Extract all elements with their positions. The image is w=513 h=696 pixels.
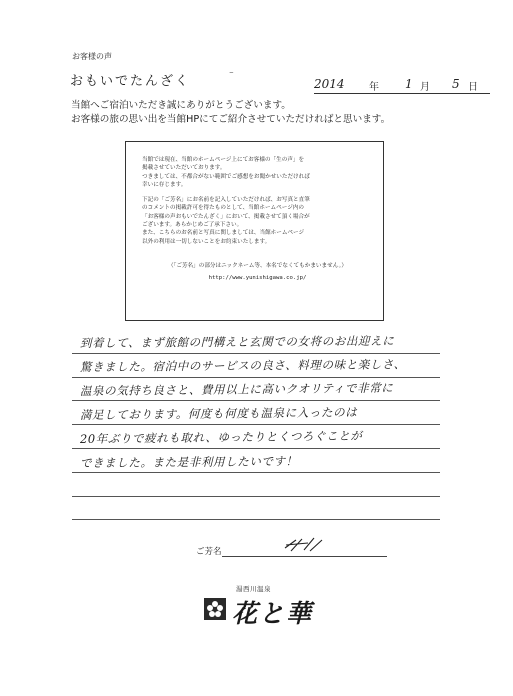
logo-subtitle: 湯西川温泉 bbox=[236, 585, 271, 593]
writing-rule bbox=[72, 377, 440, 378]
flower-logo-icon bbox=[204, 598, 226, 620]
notice-line: つきましては、不都合がない範囲でご感想をお聞かせいただければ bbox=[142, 173, 310, 180]
writing-rule bbox=[72, 496, 440, 497]
date-day: 5 bbox=[452, 77, 460, 91]
intro-line: お客様の旅の思い出を当館HPにてご紹介させていただければと思います。 bbox=[71, 114, 391, 125]
writing-rule bbox=[72, 400, 440, 401]
date-day-unit: 日 bbox=[468, 82, 478, 93]
date-year: 2014 bbox=[314, 77, 345, 91]
date-month-unit: 月 bbox=[420, 82, 430, 93]
header-label: お客様の声 bbox=[72, 52, 112, 61]
notice-box bbox=[125, 141, 384, 321]
notice-line: 「お客様の声おもいでたんざく」において、掲載させて頂く場合が bbox=[142, 213, 310, 220]
logo-name: 花と華 bbox=[232, 599, 314, 628]
comment-line: 温泉の気持ち良さと、費用以上に高いクオリティで非常に bbox=[79, 380, 394, 399]
date-underline bbox=[314, 93, 490, 94]
comment-line: できました。また是非利用したいです！ bbox=[79, 454, 298, 471]
intro-text bbox=[71, 99, 390, 127]
writing-rule bbox=[72, 424, 440, 425]
notice-footnote: （「ご芳名」の部分はニックネーム等、本名でなくてもかまいません。） bbox=[167, 262, 348, 269]
notice-line: のコメントの掲載許可を得たものとして、当館ホームページ内の bbox=[142, 205, 304, 212]
writing-rule bbox=[72, 448, 440, 449]
notice-url: http://www.yunishigawa.co.jp/ bbox=[208, 275, 307, 282]
intro-line: 当館へご宿泊いただき誠にありがとうございます。 bbox=[71, 100, 291, 111]
date-month: 1 bbox=[405, 77, 413, 91]
notice-line: 当館では現在、当館のホームページ上にてお客様の「生の声」を bbox=[142, 157, 305, 163]
page-title: おもいでたんざく bbox=[70, 74, 191, 89]
writing-rule bbox=[72, 472, 440, 473]
notice-line: 下記の「ご芳名」にお名前を記入していただければ、お写真と直筆 bbox=[142, 197, 310, 204]
notice-line: 以外の利用は一切しないことをお約束いたします。 bbox=[142, 238, 271, 245]
signature-label: ご芳名 bbox=[196, 547, 222, 557]
notice-line: また、こちらのお名前と写真に関しましては、当館ホームページ bbox=[142, 230, 305, 237]
notice-line: 幸いに存じます。 bbox=[142, 181, 187, 188]
date-year-unit: 年 bbox=[369, 82, 379, 93]
date-field bbox=[314, 77, 490, 97]
comment-line: 満足しております。何度も何度も温泉に入ったのは bbox=[79, 405, 358, 423]
comment-line: 到着して、まず旅館の門構えと玄関での女将のお出迎えに bbox=[79, 333, 395, 351]
writing-rule bbox=[72, 519, 440, 520]
signature-scribble bbox=[282, 536, 328, 554]
notice-line: ございます。あらかじめご了承下さい。 bbox=[142, 222, 243, 229]
signature-line bbox=[222, 556, 387, 557]
tick-mark: ⁻ bbox=[229, 70, 234, 80]
comment-line: 驚きました。宿泊中のサービスの良さ、料理の味と楽しさ、 bbox=[79, 357, 406, 375]
comment-line: 20年ぶりで疲れも取れ、ゆったりとくつろぐことが bbox=[79, 428, 363, 447]
writing-rule bbox=[72, 353, 440, 354]
notice-line: 掲載させていただいております。 bbox=[142, 165, 226, 172]
